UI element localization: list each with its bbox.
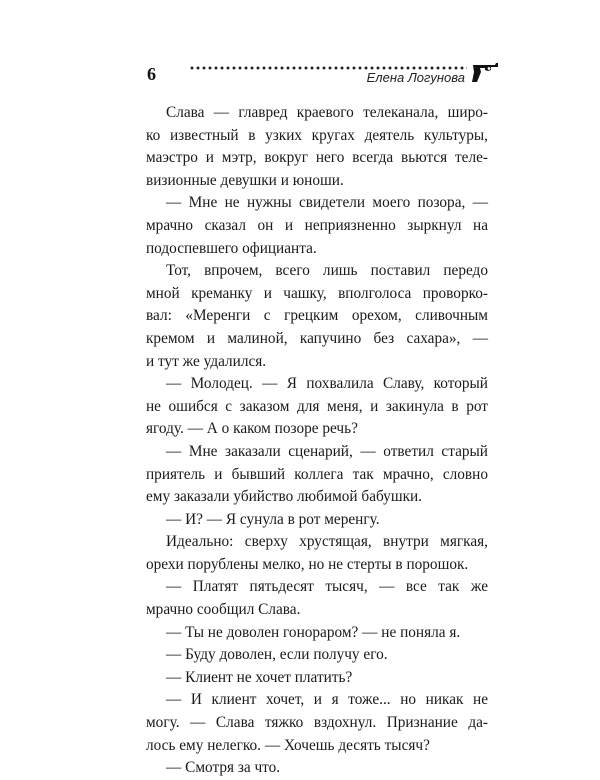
revolver-icon	[471, 62, 501, 84]
author-name: Елена Логунова	[366, 70, 465, 85]
text-line: подоспевшего официанта.	[146, 239, 317, 257]
text-line: — Ты не доволен гонораром? — не поняла я.	[166, 623, 461, 641]
text-line: — Мне заказали сценарий, — ответил старый	[166, 442, 488, 460]
text-line: и тут же удалился.	[146, 352, 267, 370]
text-line: — Мне не нужны свидетели моего позора, —	[166, 194, 488, 212]
text-line: — Буду доволен, если получу его.	[166, 646, 388, 664]
text-line: — Платят пятьдесят тысяч, — все так же	[166, 578, 488, 596]
text-line: визионные девушки и юноши.	[146, 171, 344, 189]
text-line: вал: «Меренги с грецким орехом, сливочным	[146, 307, 488, 325]
text-line: — И клиент хочет, и я тоже... но никак не	[166, 691, 488, 709]
text-line: ко известный в узких кругах деятель культуры,	[146, 126, 488, 144]
text-line: ягоду. — А о каком позоре речь?	[146, 420, 358, 438]
text-line: кремом и малиной, капучино без сахара», —	[146, 329, 488, 347]
text-line: — И? — Я сунула в рот меренгу.	[166, 510, 380, 528]
text-line: могу. — Слава тяжко вздохнул. Признание да-	[146, 714, 488, 732]
text-line: орехи порублены мелко, но не стерты в порошок.	[146, 555, 469, 573]
text-line: — Смотря за что.	[166, 759, 281, 777]
text-line: приятель и бывший коллега так мрачно, словно	[146, 465, 488, 483]
text-line: — Клиент не хочет платить?	[166, 668, 353, 686]
text-line: не ошибся с заказом для меня, и закинула в рот	[146, 397, 488, 415]
body-text	[146, 102, 488, 780]
text-line: лось ему нелегко. — Хочешь десять тысяч?	[146, 736, 430, 754]
text-line: — Молодец. — Я похвалила Славу, который	[166, 375, 488, 393]
text-line: Слава — главред краевого телеканала, широ-	[166, 104, 488, 121]
page-number: 6	[147, 64, 156, 84]
text-line: мной креманку и чашку, вполголоса проворко-	[146, 284, 488, 302]
text-line: мрачно сообщил Слава.	[146, 601, 301, 619]
text-line: Тот, впрочем, всего лишь поставил передо	[166, 262, 488, 280]
text-line: мрачно сказал он и неприязненно зыркнул на	[146, 216, 488, 234]
running-header	[141, 60, 499, 90]
text-line: Идеально: сверху хрустящая, внутри мягкая,	[166, 533, 488, 551]
text-line: ему заказали убийство любимой бабушки.	[146, 488, 423, 506]
text-line: маэстро и мэтр, вокруг него всегда вьются теле-	[146, 149, 488, 167]
